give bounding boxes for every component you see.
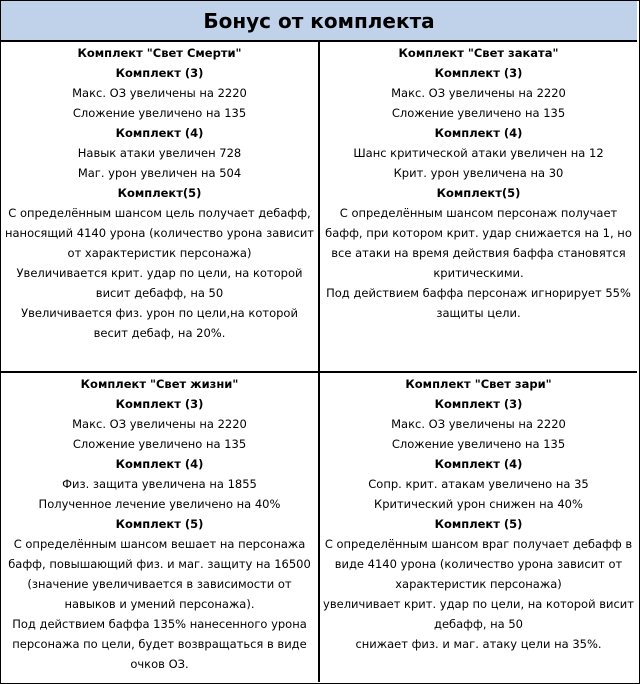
tier-heading: Комплект (4) bbox=[115, 126, 204, 140]
set-name: Комплект "Свет жизни" bbox=[80, 377, 239, 391]
tier-heading: Комплект (4) bbox=[115, 457, 204, 471]
set-name: Комплект "Свет Смерти" bbox=[77, 46, 242, 60]
bonus-line: снижает физ. и маг. атаку цели на 35%. bbox=[355, 637, 602, 651]
set-cell-death-light bbox=[1, 42, 318, 371]
bonus-line: Сопр. крит. атакам увеличено на 35 bbox=[368, 477, 589, 491]
bonus-line: Макс. ОЗ увеличены на 2220 bbox=[72, 86, 247, 100]
tier-heading: Комплект (3) bbox=[434, 66, 523, 80]
set-name: Комплект "Свет заката" bbox=[398, 46, 559, 60]
bonus-line: Сложение увеличено на 135 bbox=[391, 437, 566, 451]
bonus-line: Навык атаки увеличен 728 bbox=[77, 146, 242, 160]
bonus-line: Сложение увеличено на 135 bbox=[72, 106, 247, 120]
tier-heading: Комплект (4) bbox=[434, 126, 523, 140]
bonus-line: Критический урон снижен на 40% bbox=[374, 497, 583, 511]
bonus-line: Увеличивается физ. урон по цели,на которой весит дебаф, на 20%. bbox=[21, 306, 298, 340]
row-divider bbox=[1, 371, 637, 373]
set-cell-dawn-light bbox=[320, 373, 637, 682]
tier-heading: Комплект (4) bbox=[434, 457, 523, 471]
bonus-line: Полученное лечение увеличено на 40% bbox=[38, 497, 281, 511]
bonus-line: С определённым шансом цель получает дебафф, наносящий 4140 урона (количество урона зависит от характеристик персонажа) bbox=[4, 206, 314, 260]
bonus-line: С определённым шансом персонаж получает бафф, при котором крит. удар снижается на 1, но все атаки на время действия баффа становятся критическими. bbox=[325, 206, 632, 280]
bonus-line: Сложение увеличено на 135 bbox=[391, 106, 566, 120]
table-title: Бонус от комплекта bbox=[1, 1, 637, 42]
bonus-line: Шанс критической атаки увеличен на 12 bbox=[353, 146, 604, 160]
tier-heading: Комплект (5) bbox=[115, 517, 204, 531]
bonus-line: С определённым шансом враг получает дебафф в виде 4140 урона (количество урона зависит от характеристик персонажа) bbox=[324, 537, 633, 591]
bonus-line: С определённым шансом вешает на персонажа бафф, повышающий физ. и маг. защиту на 16500 (значение увеличивается в зависимости от навыков и умений персонажа). bbox=[8, 537, 311, 611]
tier-heading: Комплект(5) bbox=[436, 186, 521, 200]
bonus-line: Сложение увеличено на 135 bbox=[72, 437, 247, 451]
set-cell-life-light bbox=[1, 373, 318, 682]
tier-heading: Комплект (3) bbox=[115, 66, 204, 80]
column-divider bbox=[318, 42, 320, 682]
bonus-line: Под действием баффа персонаж игнорирует 55% защиты цели. bbox=[326, 286, 631, 320]
bonus-line: Под действием баффа 135% нанесенного урона персонажа по цели, будет возвращаться в виде очков ОЗ. bbox=[12, 617, 307, 671]
bonus-line: Макс. ОЗ увеличены на 2220 bbox=[391, 86, 566, 100]
bonus-line: Макс. ОЗ увеличены на 2220 bbox=[72, 417, 247, 431]
tier-heading: Комплект (3) bbox=[115, 397, 204, 411]
bonus-line: Физ. защита увеличена на 1855 bbox=[62, 477, 257, 491]
bonus-line: Макс. ОЗ увеличены на 2220 bbox=[391, 417, 566, 431]
bonus-line: увеличивает крит. удар по цели, на которой висит дебафф, на 50 bbox=[323, 597, 634, 631]
bonus-line: Увеличивается крит. удар по цели, на которой висит дебафф, на 50 bbox=[16, 266, 303, 300]
sets-grid bbox=[1, 42, 637, 682]
tier-heading: Комплект(5) bbox=[117, 186, 202, 200]
tier-heading: Комплект (3) bbox=[434, 397, 523, 411]
set-name: Комплект "Свет зари" bbox=[405, 377, 552, 391]
bonus-line: Маг. урон увеличен на 504 bbox=[77, 166, 242, 180]
tier-heading: Комплект (5) bbox=[434, 517, 523, 531]
bonus-line: Крит. урон увеличена на 30 bbox=[393, 166, 564, 180]
set-cell-sunset-light bbox=[320, 42, 637, 371]
